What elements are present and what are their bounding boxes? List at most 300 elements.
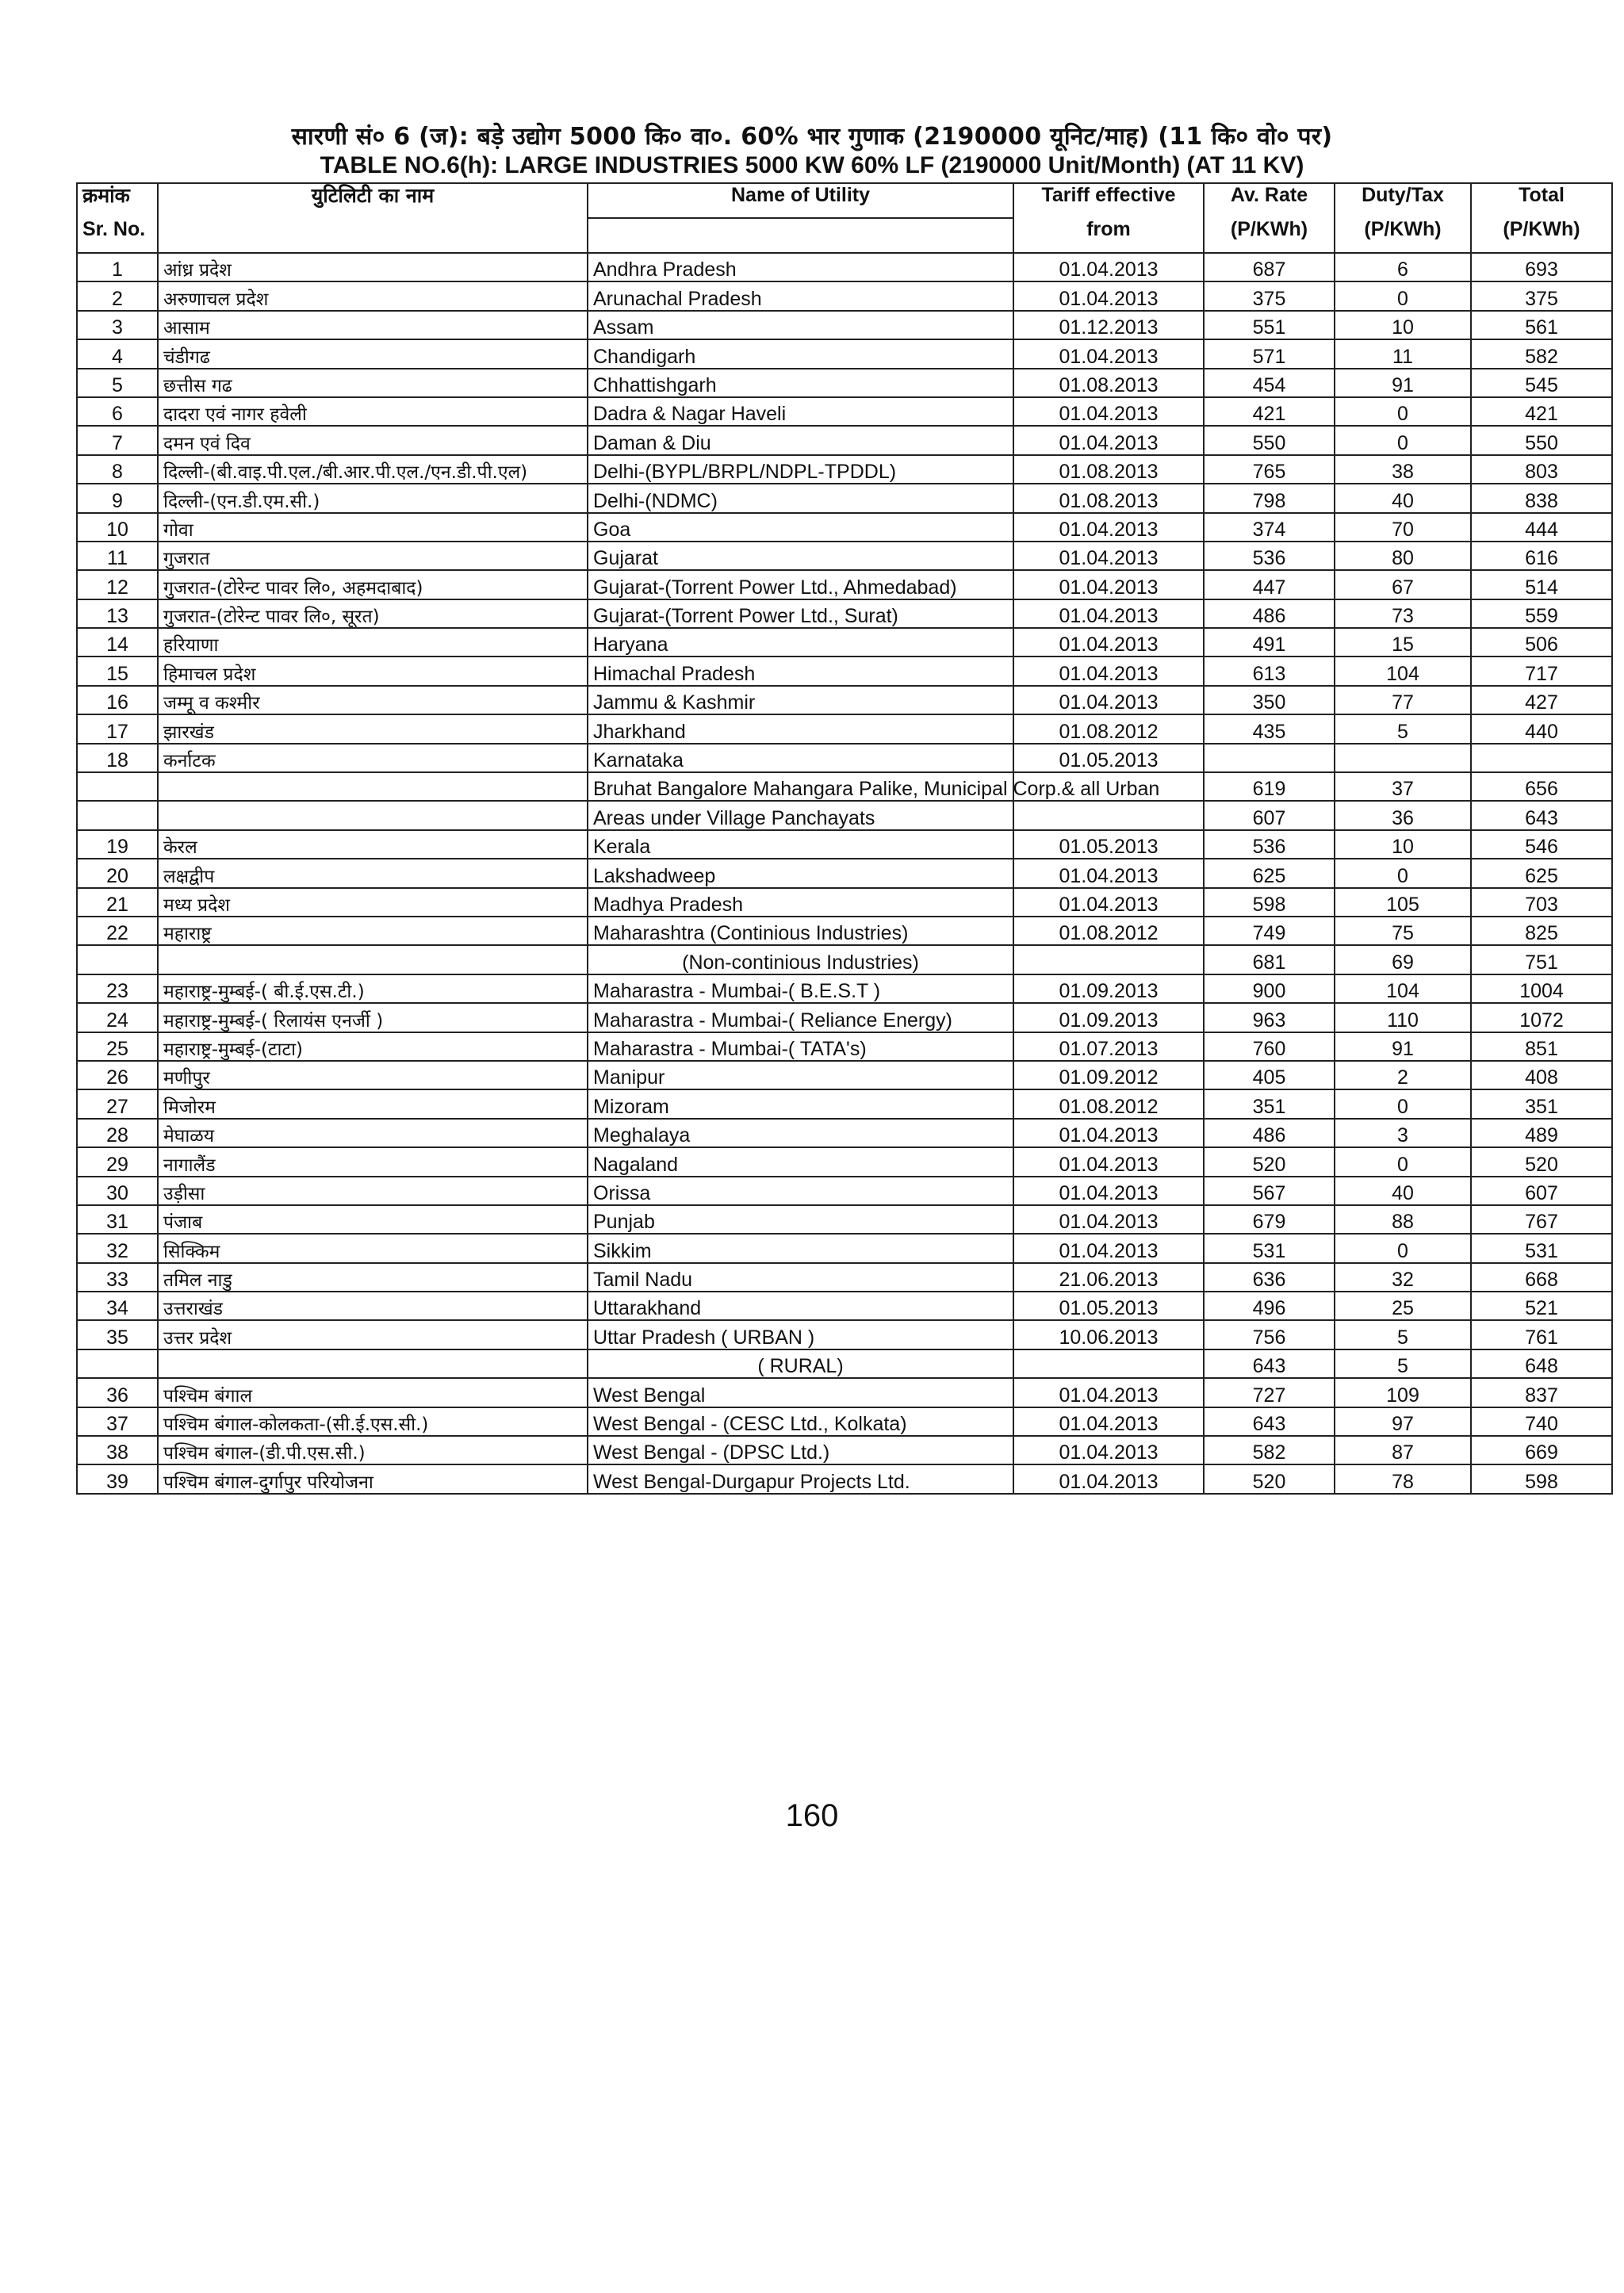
sr-no-cell: 33 (77, 1263, 158, 1292)
utility-name-cell: Haryana (588, 628, 1013, 657)
utility-hindi-cell: सिक्किम (158, 1234, 588, 1262)
av-rate-cell: 496 (1204, 1292, 1335, 1320)
duty-tax-cell: 104 (1335, 974, 1471, 1003)
tariff-date-cell: 01.04.2013 (1013, 1147, 1204, 1176)
utility-hindi-cell: पश्चिम बंगाल-(डी.पी.एस.सी.) (158, 1436, 588, 1464)
utility-name-cell: Karnataka (588, 744, 1013, 772)
sr-no-cell: 36 (77, 1378, 158, 1407)
utility-name-cell: Gujarat (588, 542, 1013, 570)
duty-tax-cell: 110 (1335, 1003, 1471, 1032)
header-utility-hindi: युटिलिटी का नाम (158, 183, 588, 218)
sr-no-cell: 26 (77, 1061, 158, 1089)
header-sr-hindi: क्रमांक (77, 183, 158, 218)
av-rate-cell: 405 (1204, 1061, 1335, 1089)
utility-hindi-cell: उड़ीसा (158, 1177, 588, 1205)
sr-no-cell: 8 (77, 455, 158, 484)
utility-name-cell: Jharkhand (588, 714, 1013, 743)
total-cell: 545 (1471, 369, 1612, 397)
sr-no-cell: 32 (77, 1234, 158, 1262)
duty-tax-cell: 78 (1335, 1464, 1471, 1493)
utility-name-cell: West Bengal-Durgapur Projects Ltd. (588, 1464, 1013, 1493)
utility-hindi-cell: गुजरात-(टोरेन्ट पावर लि०, अहमदाबाद) (158, 570, 588, 599)
tariff-date-cell: 01.05.2013 (1013, 1292, 1204, 1320)
table-row (77, 1349, 1612, 1378)
total-cell: 408 (1471, 1061, 1612, 1089)
total-cell: 837 (1471, 1378, 1612, 1407)
table-row (77, 859, 1612, 887)
total-cell: 648 (1471, 1349, 1612, 1378)
table-row (77, 1234, 1612, 1262)
table-row (77, 1320, 1612, 1349)
header-utility-hindi-blank (158, 218, 588, 253)
total-cell: 668 (1471, 1263, 1612, 1292)
utility-name-cell: Bruhat Bangalore Mahangara Palike, Municipal Corp.& all Urban (588, 772, 1013, 801)
utility-name-cell: Himachal Pradesh (588, 657, 1013, 685)
av-rate-cell: 756 (1204, 1320, 1335, 1349)
av-rate-cell: 531 (1204, 1234, 1335, 1262)
sr-no-cell: 39 (77, 1464, 158, 1493)
tariff-date-cell: 01.08.2013 (1013, 455, 1204, 484)
header-sr-english: Sr. No. (77, 218, 158, 253)
utility-name-cell: Meghalaya (588, 1119, 1013, 1147)
av-rate-cell: 520 (1204, 1464, 1335, 1493)
duty-tax-cell: 5 (1335, 1349, 1471, 1378)
utility-hindi-cell: पश्चिम बंगाल-दुर्गापुर परियोजना (158, 1464, 588, 1493)
sr-no-cell: 9 (77, 484, 158, 512)
table-row (77, 426, 1612, 454)
utility-name-cell: Arunachal Pradesh (588, 281, 1013, 310)
duty-tax-cell: 11 (1335, 339, 1471, 368)
duty-tax-cell: 5 (1335, 714, 1471, 743)
tariff-date-cell: 01.04.2013 (1013, 397, 1204, 426)
tariff-date-cell: 01.07.2013 (1013, 1032, 1204, 1061)
tariff-date-cell: 01.08.2012 (1013, 1089, 1204, 1118)
utility-name-cell: Maharashtra (Continious Industries) (588, 917, 1013, 945)
utility-name-cell: Delhi-(BYPL/BRPL/NDPL-TPDDL) (588, 455, 1013, 484)
table-row (77, 513, 1612, 542)
sr-no-cell: 1 (77, 253, 158, 281)
av-rate-cell: 421 (1204, 397, 1335, 426)
duty-tax-cell: 77 (1335, 686, 1471, 714)
tariff-date-cell: 01.04.2013 (1013, 859, 1204, 887)
tariff-date-cell: 01.04.2013 (1013, 513, 1204, 542)
duty-tax-cell: 0 (1335, 281, 1471, 310)
av-rate-cell: 571 (1204, 339, 1335, 368)
total-cell: 693 (1471, 253, 1612, 281)
utility-name-cell: Manipur (588, 1061, 1013, 1089)
total-cell: 521 (1471, 1292, 1612, 1320)
sr-no-cell: 24 (77, 1003, 158, 1032)
av-rate-cell: 567 (1204, 1177, 1335, 1205)
utility-hindi-cell: उत्तराखंड (158, 1292, 588, 1320)
total-cell: 1004 (1471, 974, 1612, 1003)
duty-tax-cell: 15 (1335, 628, 1471, 657)
utility-hindi-cell: महाराष्ट्र-मुम्बई-( बी.ई.एस.टी.) (158, 974, 588, 1003)
sr-no-cell: 35 (77, 1320, 158, 1349)
table-row (77, 628, 1612, 657)
table-row (77, 455, 1612, 484)
duty-tax-cell: 88 (1335, 1205, 1471, 1234)
header-row-1 (77, 183, 1612, 218)
sr-no-cell: 20 (77, 859, 158, 887)
sr-no-cell: 27 (77, 1089, 158, 1118)
table-row (77, 1061, 1612, 1089)
total-cell: 598 (1471, 1464, 1612, 1493)
table-row (77, 945, 1612, 974)
table-row (77, 830, 1612, 859)
tariff-date-cell: 01.12.2013 (1013, 311, 1204, 339)
utility-hindi-cell: महाराष्ट्र-मुम्बई-(टाटा) (158, 1032, 588, 1061)
tariff-date-cell: 01.09.2012 (1013, 1061, 1204, 1089)
utility-name-cell: Orissa (588, 1177, 1013, 1205)
duty-tax-cell: 2 (1335, 1061, 1471, 1089)
sr-no-cell: 21 (77, 888, 158, 917)
sr-no-cell: 29 (77, 1147, 158, 1176)
table-row (77, 1032, 1612, 1061)
utility-name-cell: Chhattishgarh (588, 369, 1013, 397)
total-cell: 616 (1471, 542, 1612, 570)
total-cell: 656 (1471, 772, 1612, 801)
sr-no-cell: 19 (77, 830, 158, 859)
av-rate-cell: 643 (1204, 1407, 1335, 1436)
utility-name-cell: Andhra Pradesh (588, 253, 1013, 281)
utility-hindi-cell (158, 772, 588, 801)
duty-tax-cell (1335, 744, 1471, 772)
duty-tax-cell: 36 (1335, 801, 1471, 829)
tariff-table (76, 182, 1613, 1495)
sr-no-cell (77, 772, 158, 801)
utility-hindi-cell: उत्तर प्रदेश (158, 1320, 588, 1349)
table-row (77, 974, 1612, 1003)
sr-no-cell: 16 (77, 686, 158, 714)
header-utility-english: Name of Utility (588, 183, 1013, 218)
tariff-date-cell: 01.04.2013 (1013, 1378, 1204, 1407)
av-rate-cell: 760 (1204, 1032, 1335, 1061)
av-rate-cell: 619 (1204, 772, 1335, 801)
utility-hindi-cell: केरल (158, 830, 588, 859)
utility-name-cell: Maharastra - Mumbai-( B.E.S.T ) (588, 974, 1013, 1003)
duty-tax-cell: 40 (1335, 1177, 1471, 1205)
table-row (77, 1177, 1612, 1205)
table-row (77, 542, 1612, 570)
sr-no-cell: 31 (77, 1205, 158, 1234)
total-cell: 607 (1471, 1177, 1612, 1205)
total-cell: 825 (1471, 917, 1612, 945)
sr-no-cell: 22 (77, 917, 158, 945)
utility-hindi-cell: महाराष्ट्र-मुम्बई-( रिलायंस एनर्जी ) (158, 1003, 588, 1032)
tariff-date-cell: 01.04.2013 (1013, 570, 1204, 599)
tariff-date-cell (1013, 1349, 1204, 1378)
utility-hindi-cell: दिल्ली-(एन.डी.एम.सी.) (158, 484, 588, 512)
duty-tax-cell: 105 (1335, 888, 1471, 917)
av-rate-cell: 681 (1204, 945, 1335, 974)
tariff-date-cell: 01.04.2013 (1013, 281, 1204, 310)
duty-tax-cell: 91 (1335, 1032, 1471, 1061)
av-rate-cell: 582 (1204, 1436, 1335, 1464)
header-rate-line1: Av. Rate (1204, 183, 1335, 218)
tariff-date-cell: 01.04.2013 (1013, 542, 1204, 570)
table-row (77, 369, 1612, 397)
utility-hindi-cell: गोवा (158, 513, 588, 542)
total-cell: 838 (1471, 484, 1612, 512)
utility-hindi-cell: आसाम (158, 311, 588, 339)
utility-name-cell: Lakshadweep (588, 859, 1013, 887)
av-rate-cell: 687 (1204, 253, 1335, 281)
total-cell: 427 (1471, 686, 1612, 714)
av-rate-cell: 486 (1204, 599, 1335, 628)
sr-no-cell: 17 (77, 714, 158, 743)
total-cell: 717 (1471, 657, 1612, 685)
av-rate-cell: 798 (1204, 484, 1335, 512)
table-row (77, 1205, 1612, 1234)
av-rate-cell: 749 (1204, 917, 1335, 945)
total-cell: 520 (1471, 1147, 1612, 1176)
table-row (77, 801, 1612, 829)
sr-no-cell: 7 (77, 426, 158, 454)
total-cell: 561 (1471, 311, 1612, 339)
utility-name-cell: Mizoram (588, 1089, 1013, 1118)
utility-hindi-cell: कर्नाटक (158, 744, 588, 772)
tariff-date-cell: 01.04.2013 (1013, 1436, 1204, 1464)
table-row (77, 1003, 1612, 1032)
table-row (77, 397, 1612, 426)
av-rate-cell: 350 (1204, 686, 1335, 714)
total-cell: 546 (1471, 830, 1612, 859)
table-row (77, 917, 1612, 945)
total-cell: 506 (1471, 628, 1612, 657)
total-cell: 1072 (1471, 1003, 1612, 1032)
av-rate-cell: 491 (1204, 628, 1335, 657)
duty-tax-cell: 3 (1335, 1119, 1471, 1147)
header-total-line2: (P/KWh) (1471, 218, 1612, 253)
av-rate-cell: 520 (1204, 1147, 1335, 1176)
utility-name-cell: ( RURAL) (588, 1349, 1013, 1378)
table-body (77, 253, 1612, 1494)
sr-no-cell: 28 (77, 1119, 158, 1147)
table-row (77, 657, 1612, 685)
tariff-date-cell: 21.06.2013 (1013, 1263, 1204, 1292)
table-header (77, 183, 1612, 253)
table-row (77, 1089, 1612, 1118)
tariff-date-cell (1013, 945, 1204, 974)
utility-hindi-cell (158, 1349, 588, 1378)
table-row (77, 311, 1612, 339)
table-row (77, 1119, 1612, 1147)
total-cell: 531 (1471, 1234, 1612, 1262)
total-cell: 421 (1471, 397, 1612, 426)
tariff-date-cell: 01.04.2013 (1013, 253, 1204, 281)
utility-hindi-cell: चंडीगढ (158, 339, 588, 368)
duty-tax-cell: 6 (1335, 253, 1471, 281)
sr-no-cell: 34 (77, 1292, 158, 1320)
header-rate-line2: (P/KWh) (1204, 218, 1335, 253)
tariff-date-cell: 01.08.2013 (1013, 369, 1204, 397)
total-cell: 550 (1471, 426, 1612, 454)
header-utility-english-blank (588, 218, 1013, 253)
sr-no-cell: 14 (77, 628, 158, 657)
tariff-date-cell: 01.04.2013 (1013, 599, 1204, 628)
utility-name-cell: (Non-continious Industries) (588, 945, 1013, 974)
utility-name-cell: West Bengal - (CESC Ltd., Kolkata) (588, 1407, 1013, 1436)
table-row (77, 599, 1612, 628)
utility-hindi-cell: पंजाब (158, 1205, 588, 1234)
table-row (77, 1436, 1612, 1464)
av-rate-cell: 963 (1204, 1003, 1335, 1032)
total-cell: 444 (1471, 513, 1612, 542)
utility-name-cell: Uttarakhand (588, 1292, 1013, 1320)
utility-hindi-cell (158, 945, 588, 974)
table-row (77, 686, 1612, 714)
duty-tax-cell: 67 (1335, 570, 1471, 599)
tariff-date-cell: 01.04.2013 (1013, 1234, 1204, 1262)
tariff-date-cell: 01.08.2012 (1013, 714, 1204, 743)
utility-name-cell: West Bengal - (DPSC Ltd.) (588, 1436, 1013, 1464)
utility-name-cell: Madhya Pradesh (588, 888, 1013, 917)
av-rate-cell: 374 (1204, 513, 1335, 542)
utility-hindi-cell: नागालैंड (158, 1147, 588, 1176)
sr-no-cell: 10 (77, 513, 158, 542)
av-rate-cell: 375 (1204, 281, 1335, 310)
table-row (77, 339, 1612, 368)
tariff-date-cell: 01.09.2013 (1013, 1003, 1204, 1032)
table-row (77, 1292, 1612, 1320)
tariff-date-cell: 01.04.2013 (1013, 1464, 1204, 1493)
table-row (77, 1378, 1612, 1407)
duty-tax-cell: 73 (1335, 599, 1471, 628)
utility-hindi-cell: दमन एवं दिव (158, 426, 588, 454)
utility-name-cell: Dadra & Nagar Haveli (588, 397, 1013, 426)
total-cell: 803 (1471, 455, 1612, 484)
total-cell: 740 (1471, 1407, 1612, 1436)
total-cell: 625 (1471, 859, 1612, 887)
total-cell: 669 (1471, 1436, 1612, 1464)
table-row (77, 888, 1612, 917)
duty-tax-cell: 0 (1335, 1147, 1471, 1176)
sr-no-cell: 11 (77, 542, 158, 570)
tariff-date-cell: 01.04.2013 (1013, 426, 1204, 454)
header-total-line1: Total (1471, 183, 1612, 218)
sr-no-cell: 15 (77, 657, 158, 685)
tariff-date-cell: 01.04.2013 (1013, 1177, 1204, 1205)
sr-no-cell: 23 (77, 974, 158, 1003)
utility-name-cell: West Bengal (588, 1378, 1013, 1407)
av-rate-cell: 625 (1204, 859, 1335, 887)
av-rate-cell: 447 (1204, 570, 1335, 599)
av-rate-cell: 643 (1204, 1349, 1335, 1378)
total-cell: 559 (1471, 599, 1612, 628)
utility-hindi-cell: हिमाचल प्रदेश (158, 657, 588, 685)
utility-name-cell: Daman & Diu (588, 426, 1013, 454)
header-row-2 (77, 218, 1612, 253)
tariff-date-cell: 10.06.2013 (1013, 1320, 1204, 1349)
utility-name-cell: Maharastra - Mumbai-( TATA's) (588, 1032, 1013, 1061)
page-number: 160 (785, 1798, 839, 1833)
av-rate-cell: 454 (1204, 369, 1335, 397)
duty-tax-cell: 40 (1335, 484, 1471, 512)
total-cell: 375 (1471, 281, 1612, 310)
tariff-date-cell: 01.05.2013 (1013, 744, 1204, 772)
total-cell: 582 (1471, 339, 1612, 368)
utility-hindi-cell: दिल्ली-(बी.वाइ.पी.एल./बी.आर.पी.एल./एन.डी.पी.एल) (158, 455, 588, 484)
utility-hindi-cell: अरुणाचल प्रदेश (158, 281, 588, 310)
sr-no-cell: 5 (77, 369, 158, 397)
tariff-date-cell: 01.05.2013 (1013, 830, 1204, 859)
sr-no-cell: 4 (77, 339, 158, 368)
av-rate-cell: 351 (1204, 1089, 1335, 1118)
duty-tax-cell: 5 (1335, 1320, 1471, 1349)
duty-tax-cell: 97 (1335, 1407, 1471, 1436)
utility-hindi-cell: लक्षद्वीप (158, 859, 588, 887)
utility-name-cell: Punjab (588, 1205, 1013, 1234)
utility-hindi-cell: पश्चिम बंगाल (158, 1378, 588, 1407)
sr-no-cell: 38 (77, 1436, 158, 1464)
header-tariff-line2: from (1013, 218, 1204, 253)
tariff-date-cell: 01.09.2013 (1013, 974, 1204, 1003)
duty-tax-cell: 80 (1335, 542, 1471, 570)
utility-hindi-cell: दादरा एवं नागर हवेली (158, 397, 588, 426)
sr-no-cell (77, 1349, 158, 1378)
sr-no-cell: 12 (77, 570, 158, 599)
av-rate-cell: 486 (1204, 1119, 1335, 1147)
duty-tax-cell: 38 (1335, 455, 1471, 484)
tariff-date-cell: 01.04.2013 (1013, 1119, 1204, 1147)
utility-name-cell: Kerala (588, 830, 1013, 859)
header-tariff-line1: Tariff effective (1013, 183, 1204, 218)
header-duty-line2: (P/KWh) (1335, 218, 1471, 253)
utility-hindi-cell: झारखंड (158, 714, 588, 743)
duty-tax-cell: 0 (1335, 426, 1471, 454)
av-rate-cell: 607 (1204, 801, 1335, 829)
av-rate-cell: 765 (1204, 455, 1335, 484)
sr-no-cell: 13 (77, 599, 158, 628)
table-row (77, 1407, 1612, 1436)
av-rate-cell: 727 (1204, 1378, 1335, 1407)
av-rate-cell (1204, 744, 1335, 772)
utility-hindi-cell: छत्तीस गढ (158, 369, 588, 397)
utility-hindi-cell (158, 801, 588, 829)
total-cell: 351 (1471, 1089, 1612, 1118)
utility-hindi-cell: मध्य प्रदेश (158, 888, 588, 917)
utility-hindi-cell: महाराष्ट्र (158, 917, 588, 945)
duty-tax-cell: 0 (1335, 859, 1471, 887)
tariff-date-cell: 01.04.2013 (1013, 339, 1204, 368)
utility-name-cell: Areas under Village Panchayats (588, 801, 1013, 829)
total-cell (1471, 744, 1612, 772)
tariff-date-cell: 01.04.2013 (1013, 686, 1204, 714)
total-cell: 643 (1471, 801, 1612, 829)
utility-name-cell: Nagaland (588, 1147, 1013, 1176)
duty-tax-cell: 70 (1335, 513, 1471, 542)
av-rate-cell: 598 (1204, 888, 1335, 917)
tariff-date-cell: 01.04.2013 (1013, 1407, 1204, 1436)
av-rate-cell: 550 (1204, 426, 1335, 454)
sr-no-cell: 25 (77, 1032, 158, 1061)
duty-tax-cell: 87 (1335, 1436, 1471, 1464)
duty-tax-cell: 69 (1335, 945, 1471, 974)
utility-name-cell: Delhi-(NDMC) (588, 484, 1013, 512)
utility-name-cell: Uttar Pradesh ( URBAN ) (588, 1320, 1013, 1349)
duty-tax-cell: 91 (1335, 369, 1471, 397)
utility-name-cell: Goa (588, 513, 1013, 542)
duty-tax-cell: 75 (1335, 917, 1471, 945)
utility-name-cell: Assam (588, 311, 1013, 339)
table-row (77, 281, 1612, 310)
tariff-date-cell: 01.04.2013 (1013, 657, 1204, 685)
duty-tax-cell: 0 (1335, 1089, 1471, 1118)
av-rate-cell: 900 (1204, 974, 1335, 1003)
tariff-date-cell: 01.08.2013 (1013, 484, 1204, 512)
utility-hindi-cell: हरियाणा (158, 628, 588, 657)
